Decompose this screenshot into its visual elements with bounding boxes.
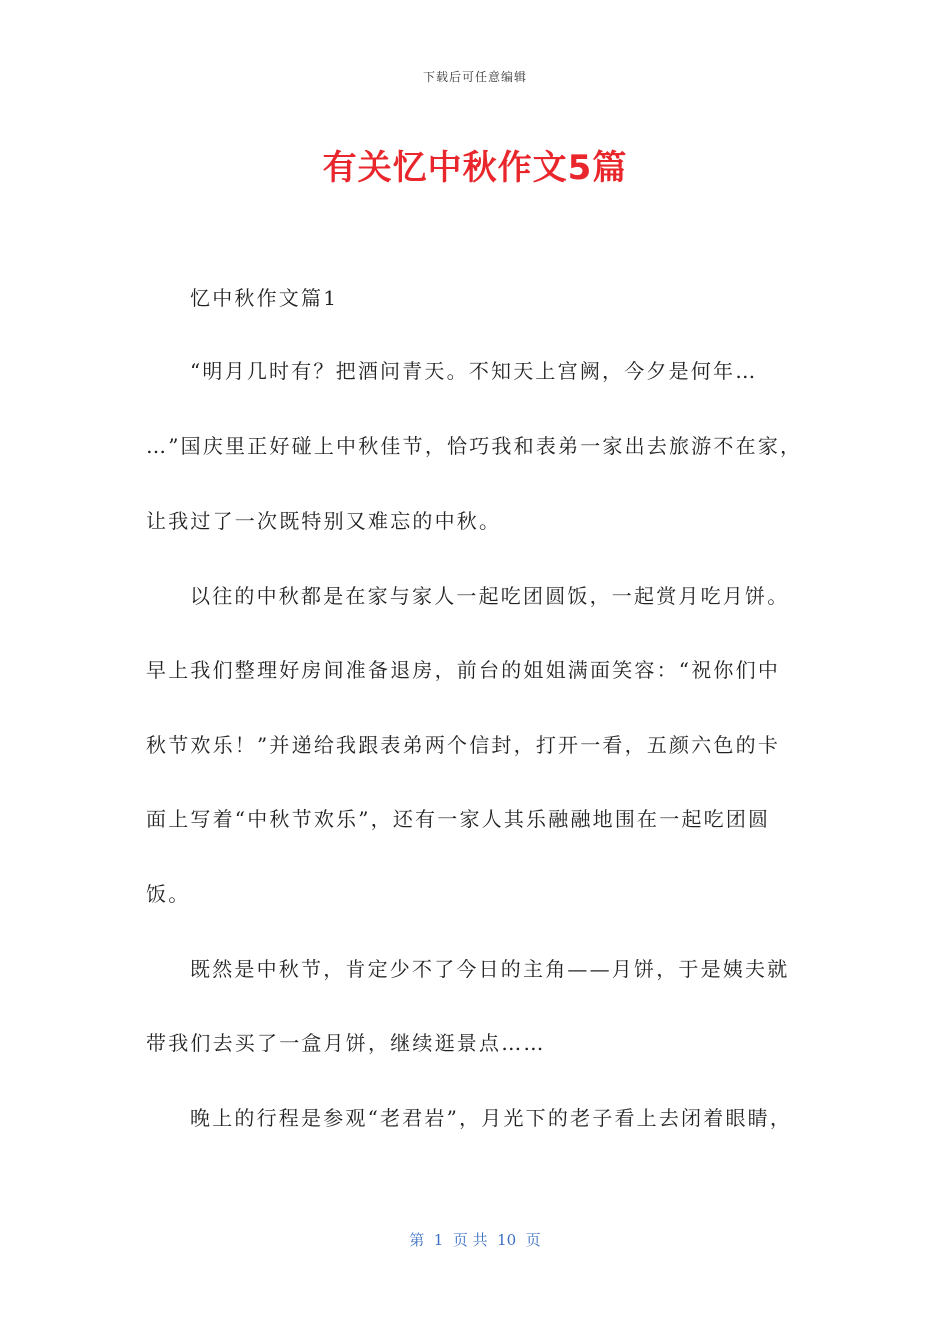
page-number-footer: 第 1 页 共 10 页 [409,1231,541,1249]
paragraph-line: 饭。 [146,882,191,906]
paragraph-line: 早上我们整理好房间准备退房，前台的姐姐满面笑容：“祝你们中 [146,658,781,682]
section-heading: 忆中秋作文篇1 [190,286,339,310]
paragraph-line: “明月几时有？把酒问青天。不知天上宫阙，今夕是何年… [190,359,758,383]
document-title: 有关忆中秋作文5篇 [322,148,628,188]
paragraph-line: …”国庆里正好碰上中秋佳节，恰巧我和表弟一家出去旅游不在家， [146,434,803,458]
paragraph-line: 面上写着“中秋节欢乐”，还有一家人其乐融融地围在一起吃团圆 [146,807,771,831]
paragraph-line: 让我过了一次既特别又难忘的中秋。 [146,509,502,533]
header-note: 下载后可任意编辑 [422,70,527,84]
paragraph-line: 带我们去买了一盒月饼，继续逛景点…… [146,1031,546,1055]
paragraph-line: 晚上的行程是参观“老君岩”，月光下的老子看上去闭着眼睛， [190,1106,793,1130]
paragraph-line: 既然是中秋节，肯定少不了今日的主角——月饼，于是姨夫就 [190,957,790,981]
paragraph-line: 秋节欢乐！”并递给我跟表弟两个信封，打开一看，五颜六色的卡 [146,733,781,757]
paragraph-line: 以往的中秋都是在家与家人一起吃团圆饭，一起赏月吃月饼。 [190,584,790,608]
